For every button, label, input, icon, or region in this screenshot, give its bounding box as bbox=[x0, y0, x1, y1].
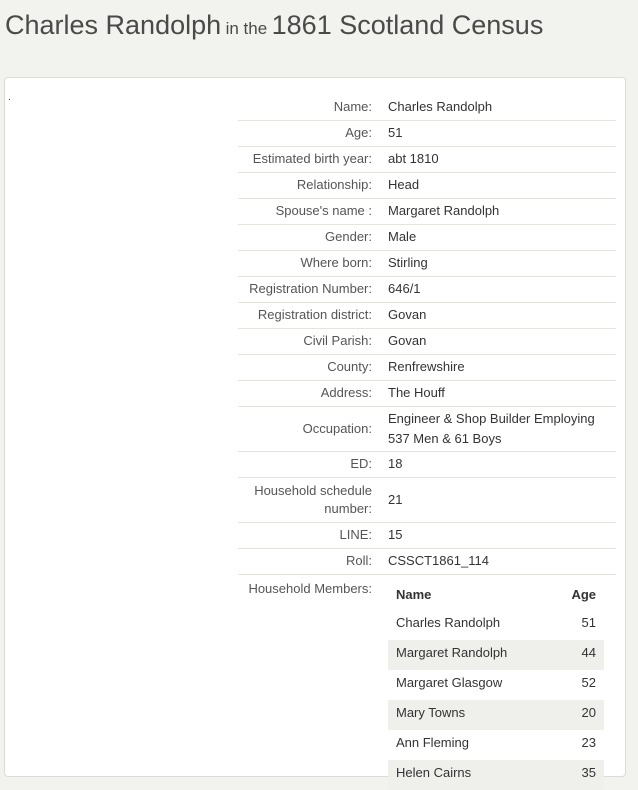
detail-value: 15 bbox=[388, 522, 616, 548]
record-details-table bbox=[238, 94, 616, 790]
detail-value: Engineer & Shop Builder Employing 537 Men & 61 Boys bbox=[388, 406, 616, 451]
detail-row-household-schedule bbox=[238, 477, 616, 522]
detail-row-household-members bbox=[238, 574, 616, 790]
person-name: Charles Randolph bbox=[5, 10, 222, 40]
member-age: 35 bbox=[552, 760, 604, 790]
detail-value: Margaret Randolph bbox=[388, 198, 616, 224]
detail-label: Address: bbox=[238, 380, 388, 406]
household-member-row bbox=[388, 760, 604, 790]
detail-value: Stirling bbox=[388, 250, 616, 276]
page-title bbox=[0, 0, 638, 58]
member-name-link[interactable]: Ann Fleming bbox=[396, 734, 469, 750]
detail-value: Head bbox=[388, 172, 616, 198]
member-age: 44 bbox=[552, 640, 604, 670]
detail-label: Registration district: bbox=[238, 302, 388, 328]
detail-value: Renfrewshire bbox=[388, 354, 616, 380]
household-members-cell bbox=[388, 574, 616, 790]
detail-label: Estimated birth year: bbox=[238, 146, 388, 172]
detail-label: LINE: bbox=[238, 522, 388, 548]
detail-label: ED: bbox=[238, 451, 388, 477]
detail-row-address bbox=[238, 380, 616, 406]
household-members-table bbox=[388, 580, 604, 790]
detail-label: Registration Number: bbox=[238, 276, 388, 302]
detail-row-relationship bbox=[238, 172, 616, 198]
detail-label: Gender: bbox=[238, 224, 388, 250]
detail-row-where-born bbox=[238, 250, 616, 276]
detail-label: Relationship: bbox=[238, 172, 388, 198]
detail-row-roll bbox=[238, 548, 616, 574]
detail-label: Household Members: bbox=[248, 580, 372, 596]
member-name-link[interactable]: Helen Cairns bbox=[388, 760, 552, 790]
detail-row-county bbox=[238, 354, 616, 380]
detail-value: Govan bbox=[388, 302, 616, 328]
member-age: 52 bbox=[581, 674, 596, 690]
member-age: 23 bbox=[581, 734, 596, 750]
detail-value: Male bbox=[388, 224, 616, 250]
column-header-name: Name bbox=[396, 587, 432, 602]
detail-row-birth-year bbox=[238, 146, 616, 172]
member-age: 51 bbox=[581, 614, 596, 630]
household-header-row bbox=[388, 580, 604, 610]
detail-label: Age: bbox=[238, 120, 388, 146]
detail-row-registration-district bbox=[238, 302, 616, 328]
detail-label: County: bbox=[238, 354, 388, 380]
detail-label: Household schedule number: bbox=[238, 477, 388, 522]
member-name-link[interactable]: Margaret Glasgow bbox=[396, 674, 503, 690]
member-name-link[interactable]: Margaret Randolph bbox=[388, 640, 552, 670]
detail-value: abt 1810 bbox=[388, 146, 616, 172]
member-name-link[interactable]: Mary Towns bbox=[388, 700, 552, 730]
member-age: 20 bbox=[552, 700, 604, 730]
detail-row-age bbox=[238, 120, 616, 146]
household-member-row bbox=[388, 700, 604, 730]
detail-row-line bbox=[238, 522, 616, 548]
stray-dot: . bbox=[8, 92, 11, 103]
detail-row-registration-number bbox=[238, 276, 616, 302]
household-member-row bbox=[388, 670, 604, 700]
title-connector: in the bbox=[225, 19, 268, 38]
detail-row-name bbox=[238, 94, 616, 120]
detail-value: 18 bbox=[388, 451, 616, 477]
member-name-link[interactable]: Charles Randolph bbox=[396, 614, 501, 630]
detail-label: Spouse's name : bbox=[238, 198, 388, 224]
detail-label: Occupation: bbox=[238, 406, 388, 451]
detail-value: 51 bbox=[388, 120, 616, 146]
detail-row-ed bbox=[238, 451, 616, 477]
record-panel bbox=[4, 77, 626, 780]
census-name: 1861 Scotland Census bbox=[271, 10, 544, 40]
household-member-row bbox=[388, 610, 604, 640]
detail-label: Where born: bbox=[238, 250, 388, 276]
household-member-row bbox=[388, 640, 604, 670]
detail-row-occupation bbox=[238, 406, 616, 451]
detail-value: CSSCT1861_114 bbox=[388, 548, 616, 574]
detail-label: Civil Parish: bbox=[238, 328, 388, 354]
detail-value: 21 bbox=[388, 477, 616, 522]
detail-row-gender bbox=[238, 224, 616, 250]
detail-label: Name: bbox=[238, 94, 388, 120]
detail-label: Roll: bbox=[238, 548, 388, 574]
detail-value: Govan bbox=[388, 328, 616, 354]
detail-row-spouse bbox=[238, 198, 616, 224]
column-header-age: Age bbox=[571, 587, 596, 602]
detail-row-civil-parish bbox=[238, 328, 616, 354]
detail-value: The Houff bbox=[388, 380, 616, 406]
detail-value: Charles Randolph bbox=[388, 94, 616, 120]
household-member-row bbox=[388, 730, 604, 760]
detail-value: 646/1 bbox=[388, 276, 616, 302]
